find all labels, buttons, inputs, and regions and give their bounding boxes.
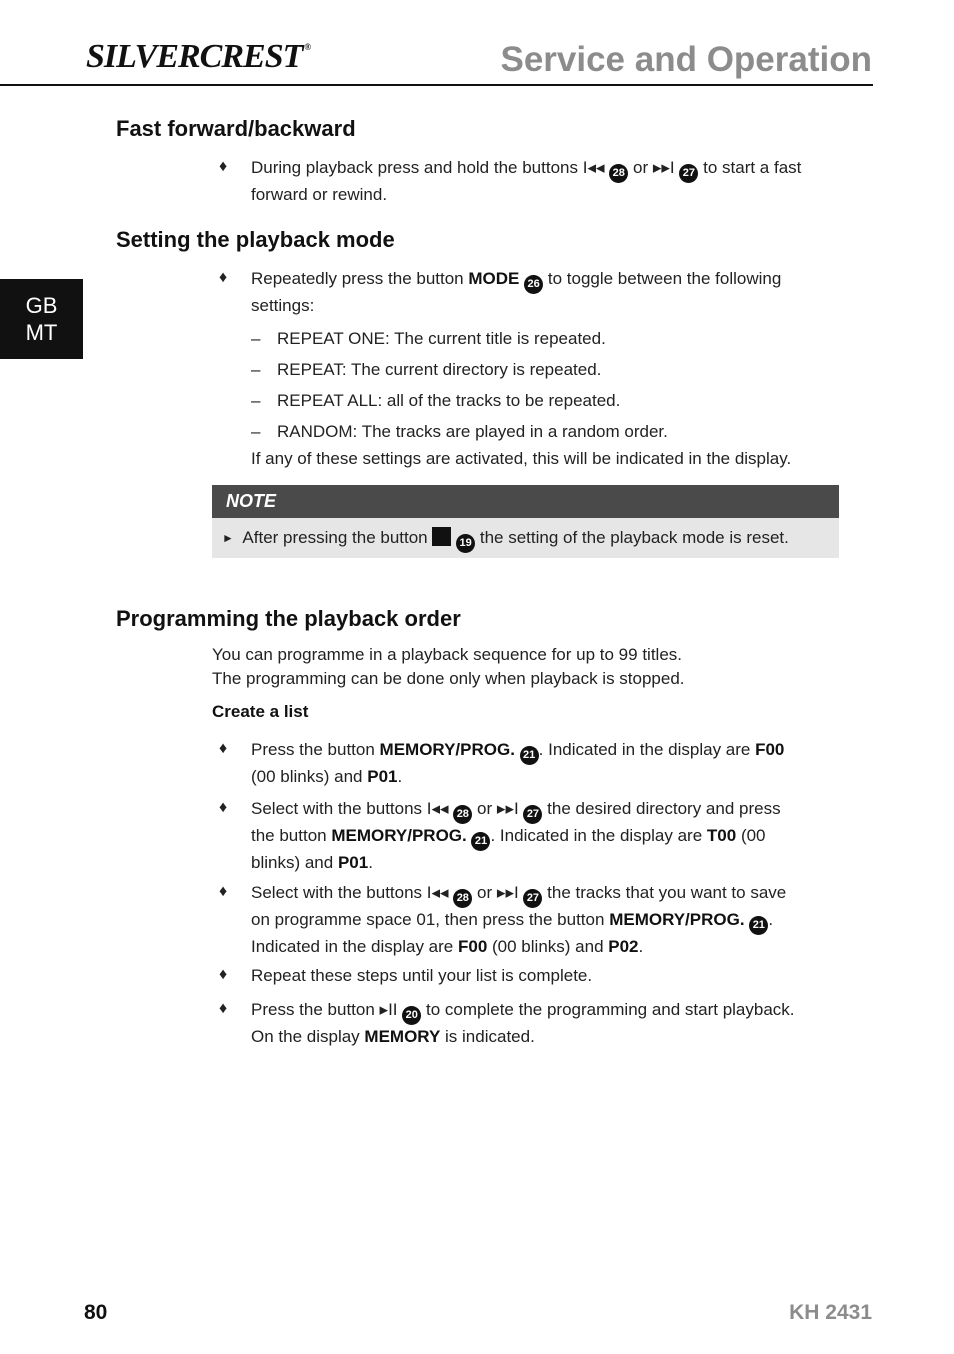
dash-icon: – xyxy=(251,391,261,410)
dash-icon: – xyxy=(251,329,261,348)
skip-forward-icon: ▸▸I xyxy=(496,799,519,818)
number-28-icon: 28 xyxy=(609,164,628,183)
page-number: 80 xyxy=(84,1301,108,1324)
programming-intro-1: You can programme in a playback sequence for up to 99 titles. xyxy=(212,645,682,664)
number-27-icon: 27 xyxy=(523,889,542,908)
dash-icon: – xyxy=(251,360,261,379)
bullet-icon: ♦ xyxy=(219,740,228,757)
skip-forward-icon: ▸▸I xyxy=(496,883,519,902)
subheading-create-list: Create a list xyxy=(212,702,309,721)
bullet-icon: ♦ xyxy=(219,966,228,983)
number-21-icon: 21 xyxy=(749,916,768,935)
note-header: NOTE xyxy=(212,485,839,518)
header-divider xyxy=(0,84,873,86)
bullet-icon: ♦ xyxy=(219,883,228,900)
note-body: ► After pressing the button 19 the setting of the playback mode is reset. xyxy=(212,518,839,558)
number-27-icon: 27 xyxy=(523,805,542,824)
language-tab xyxy=(0,279,83,359)
skip-back-icon: I◂◂ xyxy=(426,799,449,818)
brand-name: SILVERCREST xyxy=(86,38,303,75)
language-code-mt: MT xyxy=(25,320,58,345)
number-28-icon: 28 xyxy=(453,889,472,908)
skip-back-icon: I◂◂ xyxy=(426,883,449,902)
arrow-right-icon: ► xyxy=(222,531,234,545)
step-3: Select with the buttons I◂◂ 28 or ▸▸I 27 the tracks that you want to save on programme space 01, then press the button MEMORY/PROG. 21 . Indicated in the display are F00 (00 blinks) and P02. xyxy=(251,883,787,956)
mode-button-label: MODE xyxy=(468,269,520,288)
number-28-icon: 28 xyxy=(453,805,472,824)
mode-option: – REPEAT: The current directory is repeated. xyxy=(251,358,601,382)
registered-mark: ® xyxy=(304,42,311,52)
mode-option: – REPEAT ALL: all of the tracks to be repeated. xyxy=(251,389,620,413)
heading-programming: Programming the playback order xyxy=(116,606,461,631)
heading-playback-mode: Setting the playback mode xyxy=(116,227,395,252)
bullet-icon: ♦ xyxy=(219,158,228,175)
step-1: Press the button MEMORY/PROG. 21 . Indicated in the display are F00 (00 blinks) and P01. xyxy=(251,740,785,786)
number-21-icon: 21 xyxy=(471,832,490,851)
language-code-gb: GB xyxy=(25,293,58,318)
step-4: Repeat these steps until your list is complete. xyxy=(251,966,593,985)
playback-mode-instruction: Repeatedly press the button MODE 26 to toggle between the following settings: xyxy=(251,269,782,315)
dash-icon: – xyxy=(251,422,261,441)
step-2: Select with the buttons I◂◂ 28 or ▸▸I 27 the desired directory and press the button MEMORY/PROG. 21 . Indicated in the display are T00 (00 blinks) and P01. xyxy=(251,799,781,872)
fast-forward-instruction: During playback press and hold the buttons I◂◂ 28 or ▸▸I 27 to start a fast forward or rewind. xyxy=(251,158,802,204)
number-21-icon: 21 xyxy=(520,746,539,765)
step-5: Press the button ▸II 20 to complete the programming and start playback. On the display MEMORY is indicated. xyxy=(251,1000,795,1046)
page-title: Service and Operation xyxy=(500,40,872,79)
mode-option: – REPEAT ONE: The current title is repeated. xyxy=(251,327,606,351)
number-19-icon: 19 xyxy=(456,534,475,553)
stop-icon xyxy=(432,527,451,546)
mode-option: – RANDOM: The tracks are played in a random order. xyxy=(251,420,668,444)
bullet-icon: ♦ xyxy=(219,799,228,816)
brand-logo xyxy=(86,38,310,76)
bullet-icon: ♦ xyxy=(219,269,228,286)
model-number: KH 2431 xyxy=(789,1301,872,1324)
skip-back-icon: I◂◂ xyxy=(582,158,605,177)
mode-settings-note: If any of these settings are activated, this will be indicated in the display. xyxy=(251,449,792,468)
play-pause-icon: ▸II xyxy=(379,1000,398,1019)
number-20-icon: 20 xyxy=(402,1006,421,1025)
skip-forward-icon: ▸▸I xyxy=(652,158,675,177)
bullet-icon: ♦ xyxy=(219,1000,228,1017)
number-27-icon: 27 xyxy=(679,164,698,183)
heading-fast-forward: Fast forward/backward xyxy=(116,116,356,141)
number-26-icon: 26 xyxy=(524,275,543,294)
programming-intro-2: The programming can be done only when playback is stopped. xyxy=(212,669,685,688)
